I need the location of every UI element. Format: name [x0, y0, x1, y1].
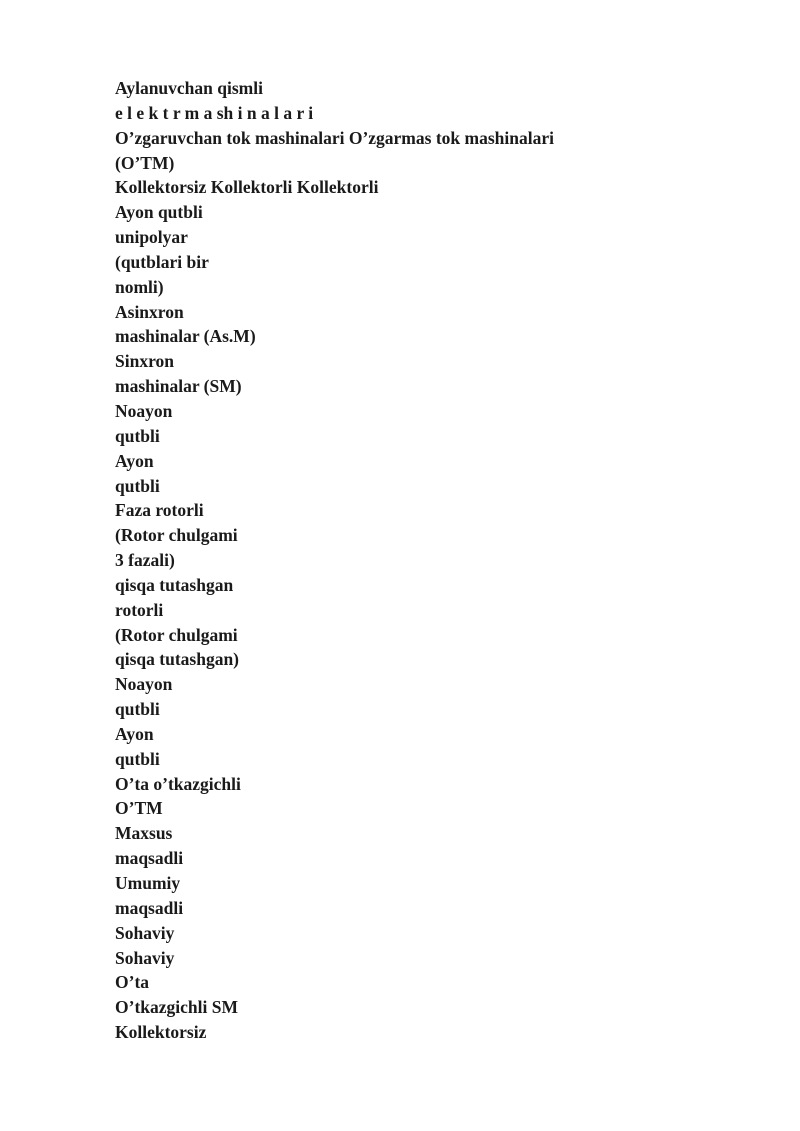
- text-line: mashinalar (As.M): [115, 326, 256, 347]
- text-line: (Rotor chulgami: [115, 525, 238, 546]
- text-line: Noayon: [115, 400, 173, 421]
- text-line: qutbli: [115, 475, 160, 496]
- text-line: Ayon: [115, 450, 154, 471]
- text-line: Sohaviy: [115, 947, 175, 968]
- text-line: Ayon: [115, 723, 154, 744]
- text-line: O’ta o’tkazgichli: [115, 773, 241, 794]
- text-line: qisqa tutashgan: [115, 574, 234, 595]
- text-line: Sinxron: [115, 351, 175, 372]
- text-line: O’zgaruvchan tok mashinalari O’zgarmas tok mashinalari: [115, 127, 554, 148]
- text-line: Faza rotorli: [115, 500, 204, 521]
- text-line: rotorli: [115, 599, 164, 620]
- text-line: Noayon: [115, 674, 173, 695]
- text-line: qisqa tutashgan): [115, 649, 240, 670]
- text-line: 3 fazali): [115, 550, 175, 571]
- text-line: Kollektorsiz: [115, 1022, 207, 1043]
- text-line: (qutblari bir: [115, 251, 209, 272]
- text-line: maqsadli: [115, 897, 184, 918]
- text-line: (Rotor chulgami: [115, 624, 238, 645]
- text-line: Kollektorsiz Kollektorli Kollektorli: [115, 177, 379, 198]
- text-line: O’ta: [115, 972, 150, 993]
- text-line: qutbli: [115, 425, 160, 446]
- text-line: O’tkazgichli SM: [115, 997, 238, 1018]
- text-line: O’TM: [115, 798, 163, 819]
- text-line: Ayon qutbli: [115, 202, 203, 223]
- document-text: [115, 76, 554, 1045]
- text-line: e l e k t r m a sh i n a l a r i: [115, 102, 314, 123]
- text-line: qutbli: [115, 748, 160, 769]
- text-line: maqsadli: [115, 848, 184, 869]
- text-line: nomli): [115, 276, 164, 297]
- text-line: Aylanuvchan qismli: [115, 78, 263, 98]
- text-line: Asinxron: [115, 301, 184, 322]
- text-line: (O’TM): [115, 152, 175, 173]
- text-line: qutbli: [115, 699, 160, 720]
- text-line: mashinalar (SM): [115, 376, 242, 397]
- text-line: unipolyar: [115, 227, 188, 248]
- text-line: Maxsus: [115, 823, 173, 844]
- text-line: Umumiy: [115, 873, 181, 893]
- text-line: Sohaviy: [115, 922, 175, 943]
